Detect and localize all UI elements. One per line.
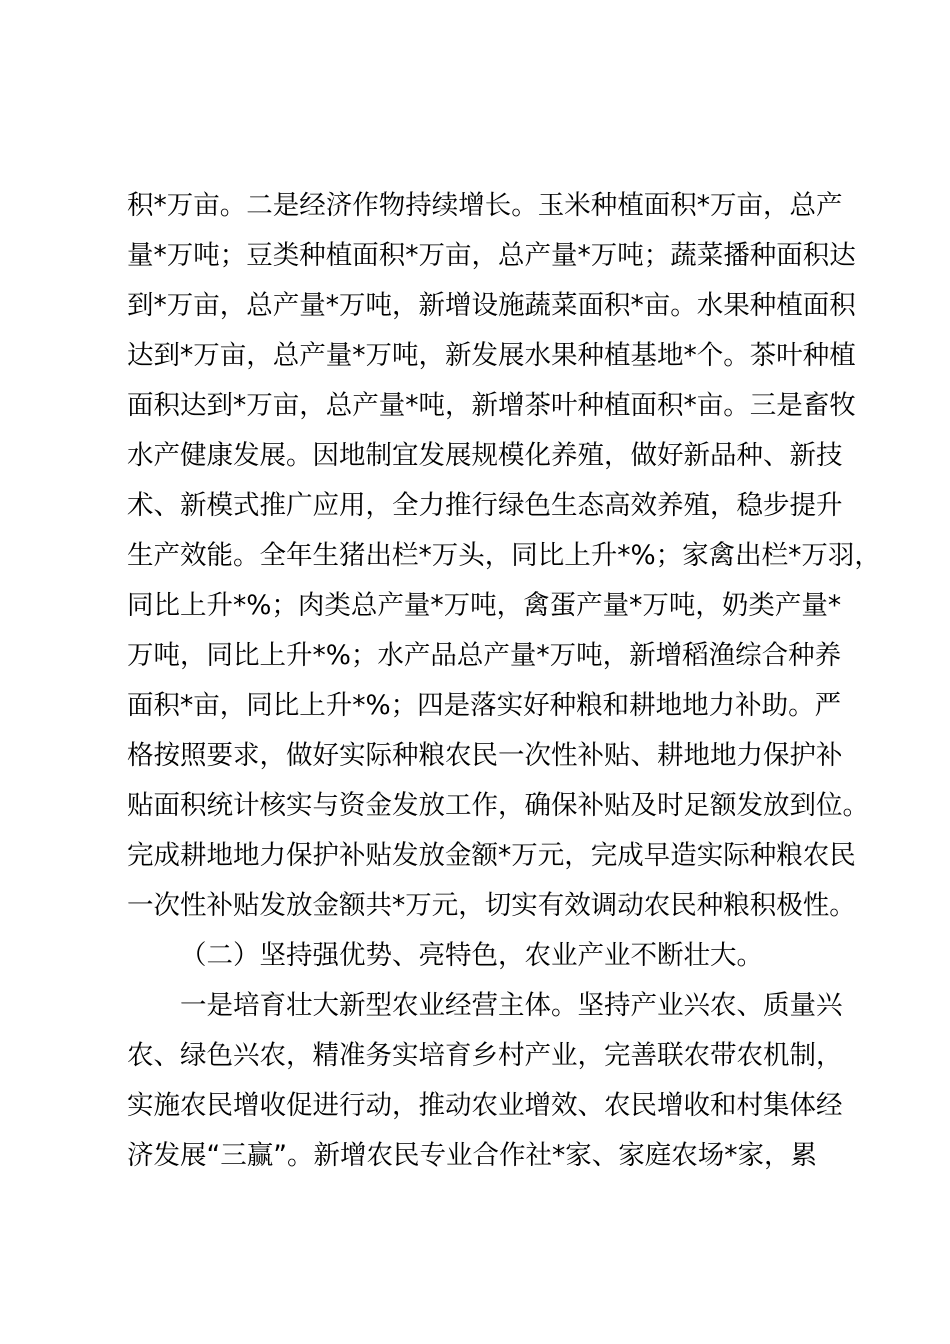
text-line: 面积达到*万亩，总产量*吨，新增茶叶种植面积*亩。三是畜牧 <box>127 390 856 421</box>
text-line: 到*万亩，总产量*万吨，新增设施蔬菜面积*亩。水果种植面积 <box>127 290 856 321</box>
paragraph-first-line: 一是培育壮大新型农业经营主体。坚持产业兴农、质量兴 <box>180 990 843 1021</box>
text-line: 济发展“三赢”。新增农民专业合作社*家、家庭农场*家，累 <box>127 1140 817 1171</box>
text-line: 实施农民增收促进行动，推动农业增效、农民增收和村集体经 <box>127 1090 843 1121</box>
text-line: 量*万吨；豆类种植面积*万亩，总产量*万吨；蔬菜播种面积达 <box>127 240 856 271</box>
text-line: 农、绿色兴农，精准务实培育乡村产业，完善联农带农机制， <box>127 1040 843 1071</box>
text-line: 一次性补贴发放金额共*万元，切实有效调动农民种粮积极性。 <box>127 890 856 921</box>
section-heading: （二）坚持强优势、亮特色，农业产业不断壮大。 <box>180 940 763 971</box>
text-line: 格按照要求，做好实际种粮农民一次性补贴、耕地地力保护补 <box>127 740 843 771</box>
text-line: 万吨，同比上升*%；水产品总产量*万吨，新增稻渔综合种养 <box>127 640 842 671</box>
text-line: 面积*亩，同比上升*%；四是落实好种粮和耕地地力补助。严 <box>127 690 842 721</box>
text-line: 完成耕地地力保护补贴发放金额*万元，完成早造实际种粮农民 <box>127 840 856 871</box>
text-line: 术、新模式推广应用，全力推行绿色生态高效养殖，稳步提升 <box>127 490 843 521</box>
text-line: 水产健康发展。因地制宜发展规模化养殖，做好新品种、新技 <box>127 440 843 471</box>
text-line: 积*万亩。二是经济作物持续增长。玉米种植面积*万亩，总产 <box>127 190 843 221</box>
text-line: 同比上升*%；肉类总产量*万吨，禽蛋产量*万吨，奶类产量* <box>127 590 842 621</box>
text-line: 贴面积统计核实与资金发放工作，确保补贴及时足额发放到位。 <box>127 790 869 821</box>
text-line: 达到*万亩，总产量*万吨，新发展水果种植基地*个。茶叶种植 <box>127 340 856 371</box>
text-line: 生产效能。全年生猪出栏*万头，同比上升*%；家禽出栏*万羽， <box>127 540 881 571</box>
